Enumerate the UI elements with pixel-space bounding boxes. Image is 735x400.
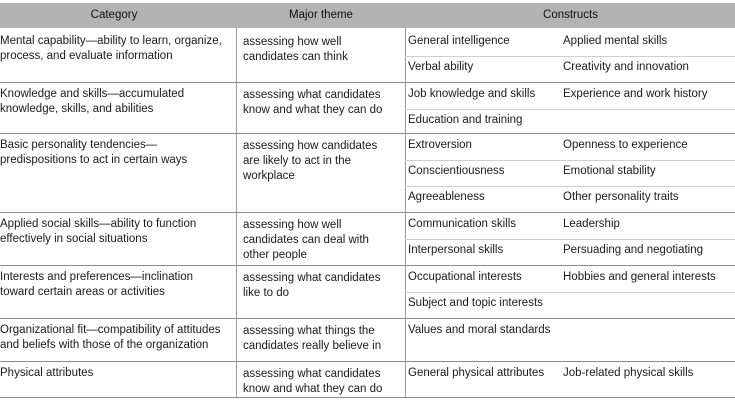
major-theme-cell: assessing what things the candidates really believe in [243, 325, 382, 352]
construct-cell: Experience and work history [563, 88, 708, 100]
construct-divider [405, 292, 735, 293]
construct-cell: Job knowledge and skills [408, 88, 536, 100]
construct-cell: General physical attributes [408, 367, 545, 379]
construct-cell: Communication skills [408, 218, 517, 230]
construct-cell: Values and moral standards [408, 324, 551, 336]
major-theme-cell: assessing what candidates know and what they can do [243, 368, 383, 395]
row-divider [0, 212, 735, 213]
construct-cell: Conscientiousness [408, 165, 505, 177]
construct-cell: Other personality traits [563, 191, 679, 203]
construct-cell: Openness to experience [563, 139, 688, 151]
major-theme-cell: assessing how well candidates can think [243, 36, 348, 63]
table-header [0, 3, 735, 28]
construct-cell: Hobbies and general interests [563, 271, 716, 283]
construct-cell: Leadership [563, 218, 620, 230]
category-cell: Mental capability—ability to learn, organize, process, and evaluate information [0, 35, 222, 62]
row-divider [0, 133, 735, 134]
construct-divider [405, 109, 735, 110]
major-theme-cell: assessing how well candidates can deal with other people [243, 219, 369, 261]
row-divider [0, 361, 735, 362]
construct-cell: Persuading and negotiating [563, 244, 704, 256]
construct-cell: Verbal ability [408, 61, 474, 73]
construct-divider [405, 186, 735, 187]
row-divider [0, 318, 735, 319]
header-major-theme: Major theme [289, 9, 353, 21]
category-cell: Organizational fit—compatibility of attitudes and beliefs with those of the organization [0, 324, 221, 351]
major-theme-cell: assessing what candidates know and what they can do [243, 89, 383, 116]
construct-cell: Applied mental skills [563, 35, 668, 47]
construct-divider [405, 56, 735, 57]
category-cell: Basic personality tendencies— predispositions to act in certain ways [0, 139, 188, 166]
construct-cell: Interpersonal skills [408, 244, 504, 256]
construct-divider [405, 160, 735, 161]
category-cell: Knowledge and skills—accumulated knowledge, skills, and abilities [0, 88, 185, 115]
header-category: Category [90, 9, 138, 21]
construct-cell: General intelligence [408, 35, 510, 47]
major-theme-cell: assessing what candidates like to do [243, 272, 381, 299]
header-constructs: Constructs [543, 9, 598, 21]
category-cell: Interests and preferences—inclination toward certain areas or activities [0, 271, 194, 298]
construct-cell: Agreeableness [408, 191, 485, 203]
row-divider [0, 265, 735, 266]
construct-cell: Subject and topic interests [408, 297, 543, 309]
category-cell: Applied social skills—ability to function effectively in social situations [0, 218, 197, 245]
construct-cell: Creativity and innovation [563, 61, 689, 73]
construct-cell: Education and training [408, 114, 523, 126]
row-divider [0, 82, 735, 83]
construct-cell: Occupational interests [408, 271, 522, 283]
construct-cell: Extroversion [408, 139, 472, 151]
construct-cell: Emotional stability [563, 165, 656, 177]
category-cell: Physical attributes [0, 367, 94, 379]
construct-divider [405, 239, 735, 240]
table-bottom-border [0, 397, 735, 398]
major-theme-cell: assessing how candidates are likely to act in the workplace [243, 140, 378, 182]
construct-cell: Job-related physical skills [563, 367, 694, 379]
